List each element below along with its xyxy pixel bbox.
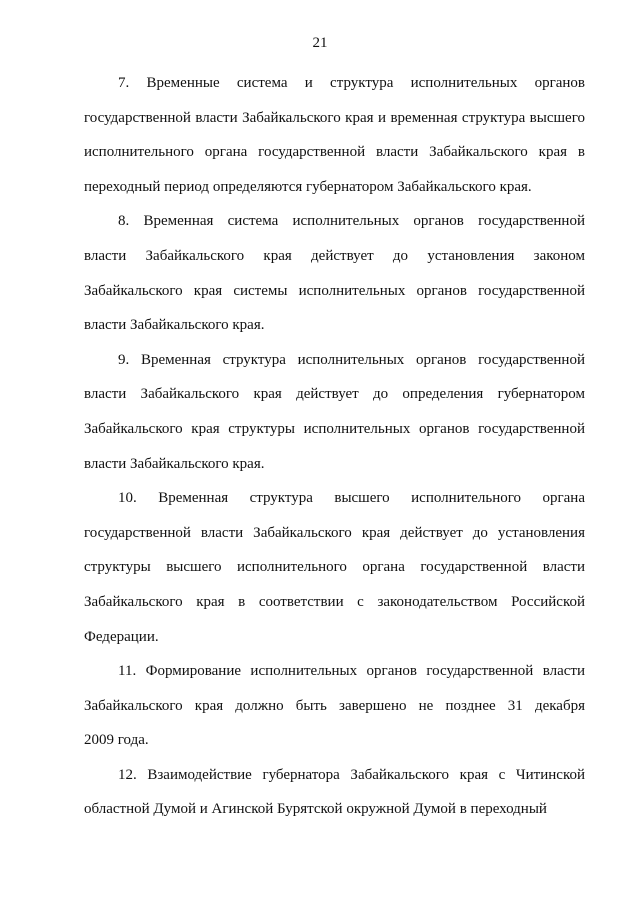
text-line: Федерации.	[84, 628, 159, 645]
text-line: 10. Временная структура высшего исполнительного органа	[118, 490, 585, 507]
text-line: исполнительного органа государственной власти Забайкальского края в	[84, 144, 585, 161]
paragraph-8	[84, 204, 585, 342]
paragraph-11	[84, 654, 585, 758]
page-number: 21	[312, 35, 328, 51]
paragraph-9	[84, 343, 585, 481]
text-line: власти Забайкальского края действует до установления законом	[84, 247, 585, 264]
paragraph-12	[84, 758, 585, 827]
text-line: 9. Временная структура исполнительных органов государственной	[118, 351, 585, 368]
text-line: Забайкальского края в соответствии с законодательством Российской	[84, 593, 585, 610]
text-line: 7. Временные система и структура исполнительных органов	[118, 75, 585, 91]
paragraph-10	[84, 481, 585, 654]
text-line: власти Забайкальского края действует до определения губернатором	[84, 386, 585, 403]
document-body	[84, 66, 585, 827]
text-line: власти Забайкальского края.	[84, 317, 265, 334]
text-line: 8. Временная система исполнительных органов государственной	[118, 213, 585, 230]
text-line: 2009 года.	[84, 732, 149, 749]
text-line: 11. Формирование исполнительных органов государственной власти	[118, 663, 585, 680]
text-line: областной Думой и Агинской Бурятской окружной Думой в переходный	[84, 801, 547, 818]
text-line: власти Забайкальского края.	[84, 455, 265, 472]
text-line: государственной власти Забайкальского края действует до установления	[84, 524, 585, 541]
text-line: Забайкальского края должно быть завершено не позднее 31 декабря	[84, 697, 585, 714]
text-line: структуры высшего исполнительного органа государственной власти	[84, 559, 585, 576]
text-line: государственной власти Забайкальского края и временная структура высшего	[84, 109, 585, 126]
text-line: Забайкальского края структуры исполнительных органов государственной	[84, 420, 585, 437]
text-line: переходный период определяются губернатором Забайкальского края.	[84, 178, 532, 195]
text-line: 12. Взаимодействие губернатора Забайкальского края с Читинской	[118, 766, 585, 783]
text-line: Забайкальского края системы исполнительных органов государственной	[84, 282, 585, 299]
paragraph-7	[84, 66, 585, 204]
